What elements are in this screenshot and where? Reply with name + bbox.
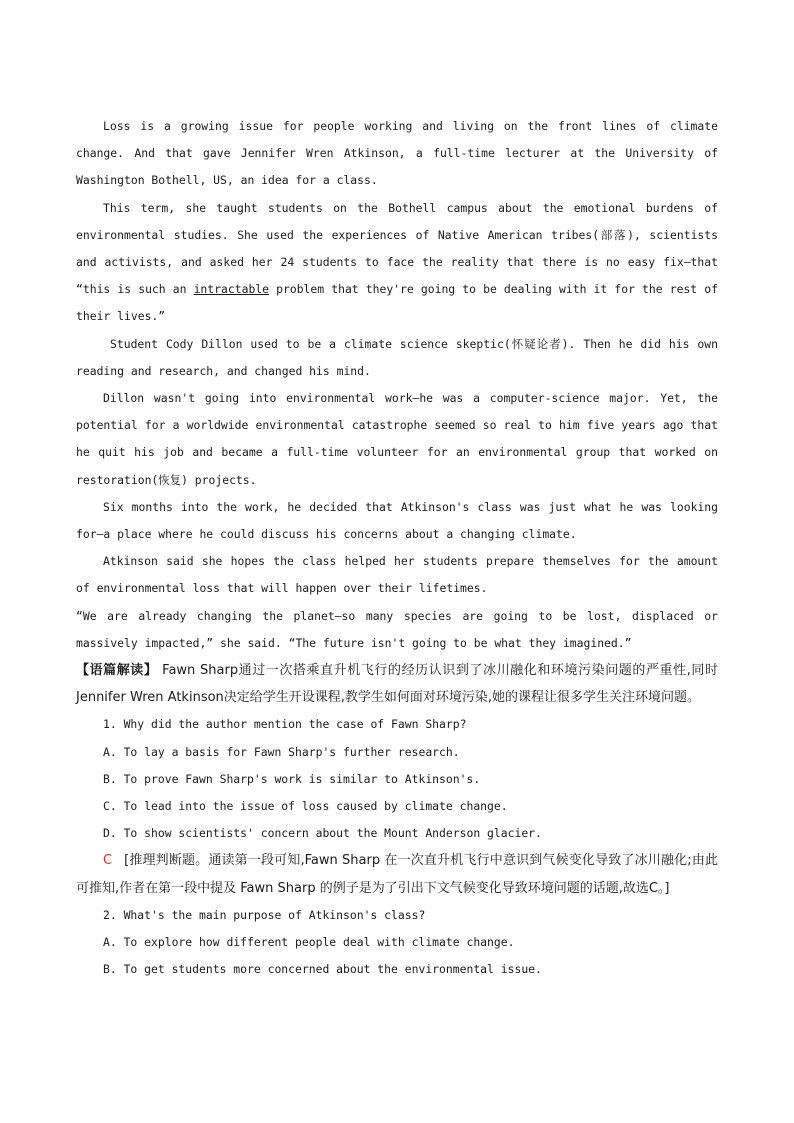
question-1-option-b: B. To prove Fawn Sharp's work is similar to Atkinson's. <box>103 771 481 786</box>
passage-paragraph-7-text: “We are already changing the planet—so many species are going to be lost, displaced or massively impacted,” she said. “The future isn't going to be what they imagined.” <box>76 608 718 650</box>
question-1-option-d: D. To show scientists' concern about the Mount Anderson glacier. <box>103 826 542 841</box>
passage-paragraph-3: Student Cody Dillon used to be a climate science skeptic(怀疑论者). Then he did his own reading and research, and changed his mind. <box>76 336 718 378</box>
interpretation-label: 【语篇解读】 <box>76 663 158 679</box>
question-2-stem: 2. What's the main purpose of Atkinson's class? <box>103 907 426 922</box>
passage-paragraph-5: Six months into the work, he decided that Atkinson's class was just what he was looking for—a place where he could discuss his concerns about a changing climate. <box>76 499 718 542</box>
document-page <box>76 113 718 984</box>
underlined-word: intractable <box>193 282 270 297</box>
question-1-stem: 1. Why did the author mention the case of Fawn Sharp? <box>103 717 467 732</box>
question-2 <box>76 902 718 984</box>
question-1-option-a: A. To lay a basis for Fawn Sharp's further research. <box>103 744 460 759</box>
question-1-explanation <box>76 847 718 901</box>
passage-paragraph-1: Loss is a growing issue for people working and living on the front lines of climate change. And that gave Jennifer Wren Atkinson, a full-time lecturer at the University of Washington Bothell, US, an idea for a class. <box>76 119 718 188</box>
passage-paragraph-6: Atkinson said she hopes the class helped her students prepare themselves for the amount of environmental loss that will happen over their lifetimes. <box>76 554 718 596</box>
question-1-answer: C <box>103 853 113 869</box>
question-1-explanation-text: [推理判断题。通读第一段可知,Fawn Sharp 在一次直升机飞行中意识到气候变化导致了冰川融化;由此可推知,作者在第一段中提及 Fawn Sharp 的例子是为了引出下文气候变化导致环境问题的话题,故选C。] <box>76 853 718 896</box>
passage-paragraph-2-part-1: This term, she taught students on the Bothell campus about the emotional burdens of environmental studies. She used the experiences of Native American tribes(部落), scientists and activists, and asked her 24 students to face the reality that there is no easy fix—that “this is such an <box>76 200 718 297</box>
question-2-option-a: A. To explore how different people deal with climate change. <box>103 935 515 950</box>
question-2-option-b: B. To get students more concerned about the environmental issue. <box>103 962 542 977</box>
passage-paragraph-2-part-2: problem that they're going to be dealing with it for the rest of their lives.” <box>76 282 718 324</box>
passage-paragraph-4: Dillon wasn't going into environmental work—he was a computer-science major. Yet, the potential for a worldwide environmental catastrophe seemed so real to him five years ago that he quit his job and became a full-time volunteer for an environmental group that worked on restoration(恢复) projects. <box>76 391 718 487</box>
interpretation-text: Fawn Sharp通过一次搭乘直升机飞行的经历认识到了冰川融化和环境污染问题的严重性,同时 Jennifer Wren Atkinson决定给学生开设课程,教学生如何面对环境污染,她的课程让很多学生关注环境问题。 <box>76 663 718 706</box>
interpretation-block <box>76 657 718 711</box>
passage-paragraph-2 <box>76 195 718 331</box>
question-1-option-c: C. To lead into the issue of loss caused by climate change. <box>103 799 508 814</box>
passage-paragraph-7 <box>76 603 718 657</box>
question-1 <box>76 711 718 847</box>
